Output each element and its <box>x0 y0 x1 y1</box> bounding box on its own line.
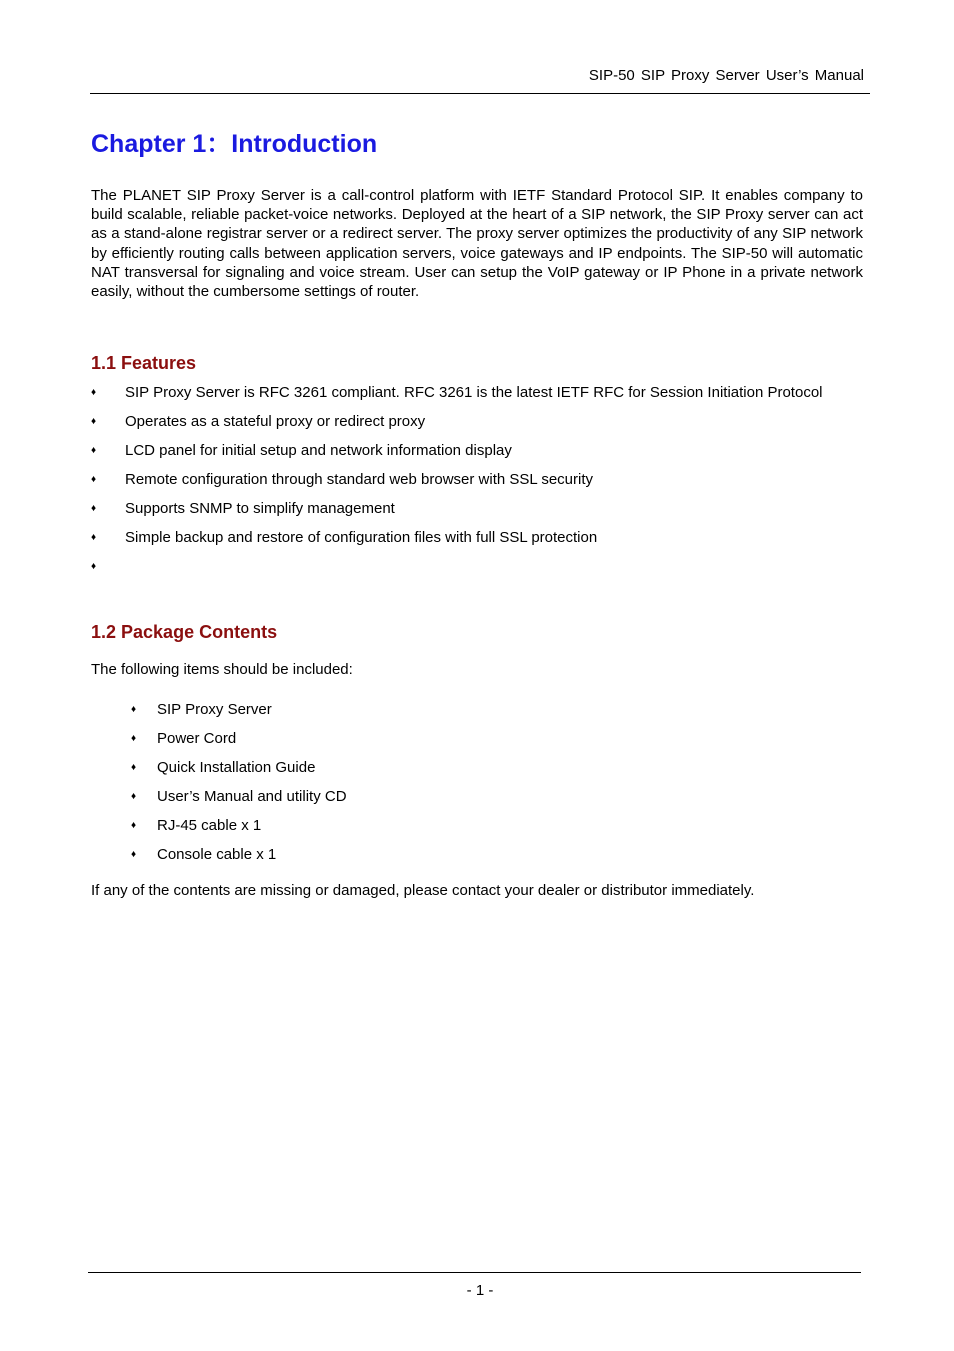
feature-text: SIP Proxy Server is RFC 3261 compliant. RFC 3261 is the latest IETF RFC for Session Initiation Protocol <box>125 384 823 401</box>
diamond-bullet-icon: ♦ <box>131 733 137 744</box>
list-item <box>91 555 871 584</box>
diamond-bullet-icon: ♦ <box>91 387 97 398</box>
feature-text: Operates as a stateful proxy or redirect proxy <box>125 413 426 430</box>
diamond-bullet-icon: ♦ <box>91 445 97 456</box>
diamond-bullet-icon: ♦ <box>91 416 97 427</box>
feature-text: LCD panel for initial setup and network information display <box>125 442 512 459</box>
features-list <box>91 381 871 584</box>
list-item <box>131 698 347 727</box>
package-item-text: Power Cord <box>157 730 237 747</box>
running-header: SIP-50 SIP Proxy Server User’s Manual <box>588 67 864 84</box>
feature-text: Remote configuration through standard web browser with SSL security <box>125 471 594 488</box>
intro-paragraph: The PLANET SIP Proxy Server is a call-control platform with IETF Standard Protocol SIP. It enables company to build scalable, reliable packet-voice networks. Deployed at the heart of a SIP network, the SIP Proxy server can act as a stand-alone registrar server or a redirect server. The proxy server optimizes the productivity of any SIP network by efficiently routing calls between application servers, voice gateways and IP endpoints. The SIP-50 will automatic NAT transversal for signaling and voice stream. User can setup the VoIP gateway or IP Phone in a private network easily, without the cumbersome settings of router. <box>91 187 863 301</box>
list-item <box>91 526 871 555</box>
section-heading-package-contents: 1.2 Package Contents <box>91 622 278 642</box>
list-item <box>91 381 871 410</box>
diamond-bullet-icon: ♦ <box>91 532 97 543</box>
closing-note: If any of the contents are missing or damaged, please contact your dealer or distributor immediately. <box>91 882 755 899</box>
package-contents-list <box>131 698 347 872</box>
diamond-bullet-icon: ♦ <box>91 474 97 485</box>
header-divider <box>90 93 870 94</box>
diamond-bullet-icon: ♦ <box>131 704 137 715</box>
section-heading-features: 1.1 Features <box>91 353 197 373</box>
list-item <box>131 843 347 872</box>
diamond-bullet-icon: ♦ <box>131 849 137 860</box>
footer-divider <box>88 1272 861 1273</box>
list-item <box>91 497 871 526</box>
diamond-bullet-icon: ♦ <box>91 503 97 514</box>
chapter-title: Chapter 1：Introduction <box>91 130 378 158</box>
package-item-text: Quick Installation Guide <box>157 759 316 776</box>
list-item <box>131 785 347 814</box>
list-item <box>131 727 347 756</box>
list-item <box>91 410 871 439</box>
list-item <box>131 756 347 785</box>
package-intro: The following items should be included: <box>91 661 353 678</box>
list-item <box>91 468 871 497</box>
package-item-text: RJ-45 cable x 1 <box>157 817 262 834</box>
list-item <box>91 439 871 468</box>
package-item-text: Console cable x 1 <box>157 846 277 863</box>
feature-text: Simple backup and restore of configuration files with full SSL protection <box>125 529 598 546</box>
package-item-text: SIP Proxy Server <box>157 701 272 718</box>
page-number: - 1 - <box>466 1282 494 1299</box>
diamond-bullet-icon: ♦ <box>131 762 137 773</box>
package-item-text: User’s Manual and utility CD <box>157 788 347 805</box>
diamond-bullet-icon: ♦ <box>91 561 97 572</box>
feature-text: Supports SNMP to simplify management <box>125 500 395 517</box>
diamond-bullet-icon: ♦ <box>131 791 137 802</box>
list-item <box>131 814 347 843</box>
diamond-bullet-icon: ♦ <box>131 820 137 831</box>
